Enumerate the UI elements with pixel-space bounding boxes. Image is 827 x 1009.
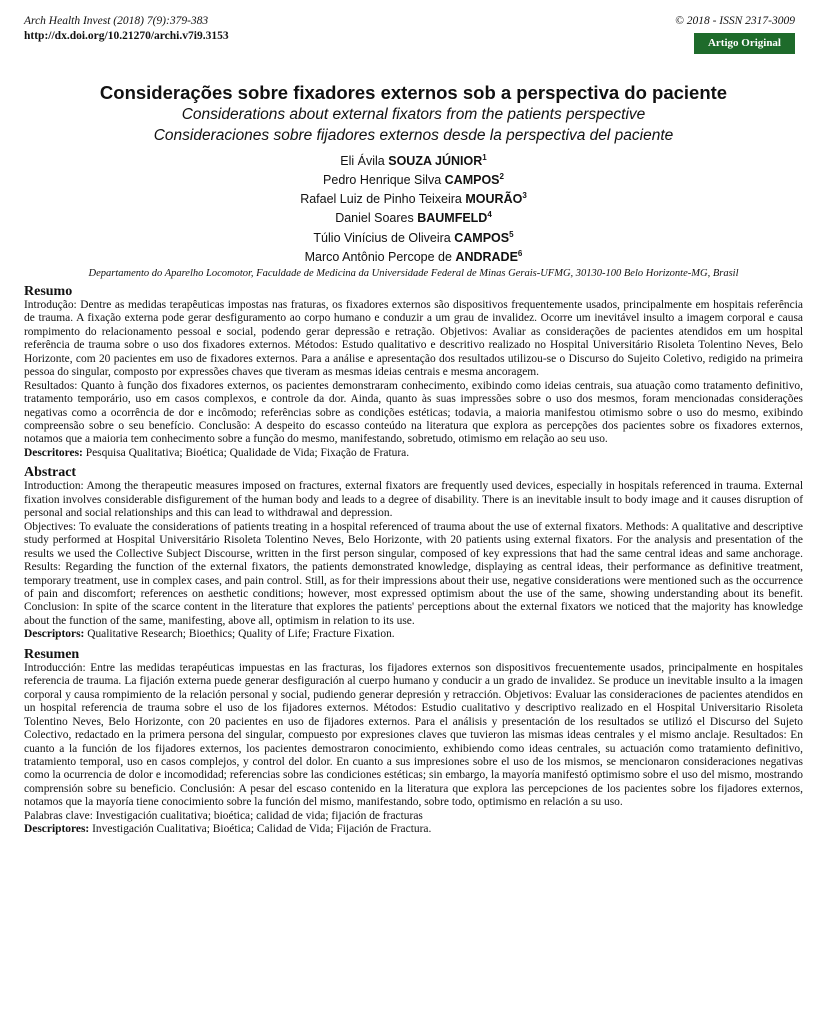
resumen-heading: Resumen [24,646,80,662]
keywords-text: Investigación Cualitativa; Bioética; Calidad de Vida; Fijación de Fractura. [89,823,432,836]
author [24,227,803,246]
author-given-name: Daniel Soares [335,211,414,226]
keywords-label: Descriptores: [24,823,90,836]
author-list [24,150,803,265]
author-affiliation-mark: 5 [509,229,514,239]
author-family-name: MOURÃO [465,192,523,207]
abstract-heading: Abstract [24,465,77,481]
author [24,246,803,265]
author-affiliation-mark: 1 [482,153,487,162]
author-affiliation-mark: 4 [487,210,492,220]
keywords-text: Pesquisa Qualitativa; Bioética; Qualidade de Vida; Fixação de Fratura. [82,446,410,459]
resumen-paragraph: Introducción: Entre las medidas terapéuticas impuestas en las fracturas, los fijadores externos son dispositivos frecuentemente usados, principalmente en hospitales referencia de trauma. La fijación externa puede generar desfiguración al cuerpo humano y conducir a un grado de invalidez. Se produce un inevitable insulto a la imagen corporal y causa rompimiento de la relación personal y social, pudiendo generar depresión y retracción. Objetivos: Evaluar las consideraciones de pacientes atendidos en un hospital referencia de trauma sobre el uso de los fijadores externos. Métodos: Estudio cualitativo y descriptivo realizado en el Hospital Universitario Risoleta Tolentino Neves, Belo Horizonte, con 20 pacientes en uso de fijadores externos. Para el análisis y presentación de los resultados se utilizó el Discurso del Sujeto Colectivo, redactado en la primera persona del singular, compuesto por expresiones claves que tuvieron las mismas ideas centrales y el mismo anclaje. Resultados: En cuanto a la función de los fijadores externos, los pacientes demostraron conocimiento, exhibiendo como ideas centrales, su actuación como tratamiento definitivo, tratamiento temporal, uso en casos complejos, y control del dolor. En cuanto a sus impresiones sobre el uso de los mismos, se mencionaron consideraciones negativas como la ocurrencia de dolor e incomodidad; referencias sobre las condiciones estéticas; sin embargo, la mayoría manifestó optimismo sobre el uso del mismo, mostrando comprensión sobre su beneficio. Conclusión: A pesar del escaso contenido en la literatura que explora las percepciones de los pacientes sobre los fijadores externos, notamos que la mayoría tiene conocimiento sobre la función del mismo, manifestando, sobre todo, optimismo en relación a su uso. [24,661,803,809]
subtitle-english: Considerations about external fixators from the patients perspective [181,106,646,123]
resumen-palabras-clave: Palabras clave: Investigación cualitativa; bioética; calidad de vida; fijación de fracturas [24,809,423,822]
journal-citation: Arch Health Invest (2018) 7(9):379-383 [24,15,209,27]
resumen-section [24,647,803,837]
keywords-label: Descritores: [24,446,83,459]
abstract-paragraph: Objectives: To evaluate the considerations of patients treating in a hospital referenced of trauma about the use of external fixators. Methods: A qualitative and descriptive study performed at Hospital Universitário Risoleta Tolentino Neves, Belo Horizonte, with 20 patients using external fixators. For the analysis and presentation of the results we used the Collective Subject Discourse, written in the first person singular, composed of key expressions that had the same central ideas and same anchorage. Results: Regarding the function of the external fixators, the patients demonstrated knowledge, displaying as central ideas, their performance as definitive treatment, temporary treatment, use in complex cases, and pain control. Still, as for their impressions about their use, negative considerations were mentioned such as the occurrence of pain and discomfort; references on aesthetic conditions; however, most expressed optimism about the use of the same, showing understanding about its benefit. Conclusion: In spite of the scarce content in the literature that explores the patients' perceptions about the external fixators we noticed that the majority has knowledge about the function of the same, manifesting, above all, optimism in relation to its use. [24,520,803,627]
resumo-section [24,284,803,460]
author [24,207,803,226]
abstract-keywords [24,628,803,641]
author-given-name: Marco Antônio Percope de [304,249,452,264]
subtitle-spanish: Consideraciones sobre fijadores externos desde la perspectiva del paciente [153,127,674,144]
abstract-section [24,465,803,641]
resumo-keywords [24,447,803,460]
author-family-name: CAMPOS [444,173,500,188]
resumo-paragraph: Introdução: Dentre as medidas terapêuticas impostas nas fraturas, os fixadores externos são dispositivos frequentemente usados, principalmente em hospitais referência de trauma. A fixação externa pode gerar desfiguramento ao corpo humano e conduzir a um grau de invalidez. Ocorre um inevitável insulto a imagem corporal e causa rompimento do relacionamento pessoal e social, podendo gerar depressão e retração. Objetivos: Avaliar as considerações de pacientes atendidos em um hospital referência de trauma sobre o uso dos fixadores externos. Métodos: Estudo qualitativo e descritivo realizado no Hospital Universitário Risoleta Tolentino Neves, Belo Horizonte, com 20 pacientes em uso de fixadores externos. Para a análise e apresentação dos resultados utilizou-se o Discurso do Sujeito Coletivo, redigido na primeira pessoa do singular, composto por expressões chaves que tiveram as mesmas ideias centrais e mesma ancoragem. [24,298,803,379]
author [24,169,803,188]
copyright-issn: © 2018 - ISSN 2317-3009 [675,15,795,27]
doi-link[interactable]: http://dx.doi.org/10.21270/archi.v7i9.3153 [24,30,229,42]
author-affiliation-mark: 6 [517,248,523,258]
resumo-paragraph: Resultados: Quanto à função dos fixadores externos, os pacientes demonstraram conhecimento, exibindo como ideias centrais, sua atuação como tratamento definitivo, tratamento temporário, uso em casos complexos, e controle da dor. Ainda, quanto às suas impressões sobre o uso dos mesmos, foram mencionadas considerações negativas como a ocorrência de dor e incômodo; referências sobre as condições estéticas; todavia, a maioria manifestou otimismo sobre o uso do mesmo, exibindo compreensão sobre o seu benefício. Conclusão: A despeito do escasso conteúdo na literatura que explora as percepções dos pacientes sobre os fixadores externos, notamos que a maioria tem conhecimento sobre a função do mesmo, manifestando, sobretudo, otimismo em relação ao seu uso. [24,379,803,446]
author-given-name: Túlio Vinícius de Oliveira [313,230,451,245]
article-title: Considerações sobre fixadores externos sob a perspectiva do paciente [99,82,728,103]
article-type-badge: Artigo Original [694,33,795,54]
author-family-name: CAMPOS [454,230,510,245]
author-given-name: Pedro Henrique Silva [323,173,442,188]
keywords-label: Descriptors: [24,628,85,641]
header-left [24,14,229,44]
author [24,188,803,207]
affiliation: Departamento do Aparelho Locomotor, Faculdade de Medicina da Universidade Federal de Minas Gerais-UFMG, 30130-100 Belo Horizonte-MG, Brasil [88,267,739,279]
resumo-heading: Resumo [24,283,73,299]
author [24,150,803,169]
author-given-name: Eli Ávila [340,154,385,169]
resumen-keywords [24,823,803,836]
author-family-name: ANDRADE [455,249,518,264]
author-affiliation-mark: 2 [499,172,504,182]
abstract-paragraph: Introduction: Among the therapeutic measures imposed on fractures, external fixators are frequently used devices, especially in hospitals referenced in trauma. External fixation involves considerable disfigurement of the human body and leads to a degree of disability. There is an inevitable insult to body image and it causes disruption of personal and social relationships and this can lead to withdrawal and depression. [24,480,803,520]
author-affiliation-mark: 3 [522,191,527,201]
keywords-text: Qualitative Research; Bioethics; Quality of Life; Fracture Fixation. [84,628,395,641]
author-family-name: BAUMFELD [417,211,488,226]
journal-header [24,14,803,56]
author-given-name: Rafael Luiz de Pinho Teixeira [300,192,462,207]
header-right [675,14,795,54]
author-family-name: SOUZA JÚNIOR [388,154,483,169]
